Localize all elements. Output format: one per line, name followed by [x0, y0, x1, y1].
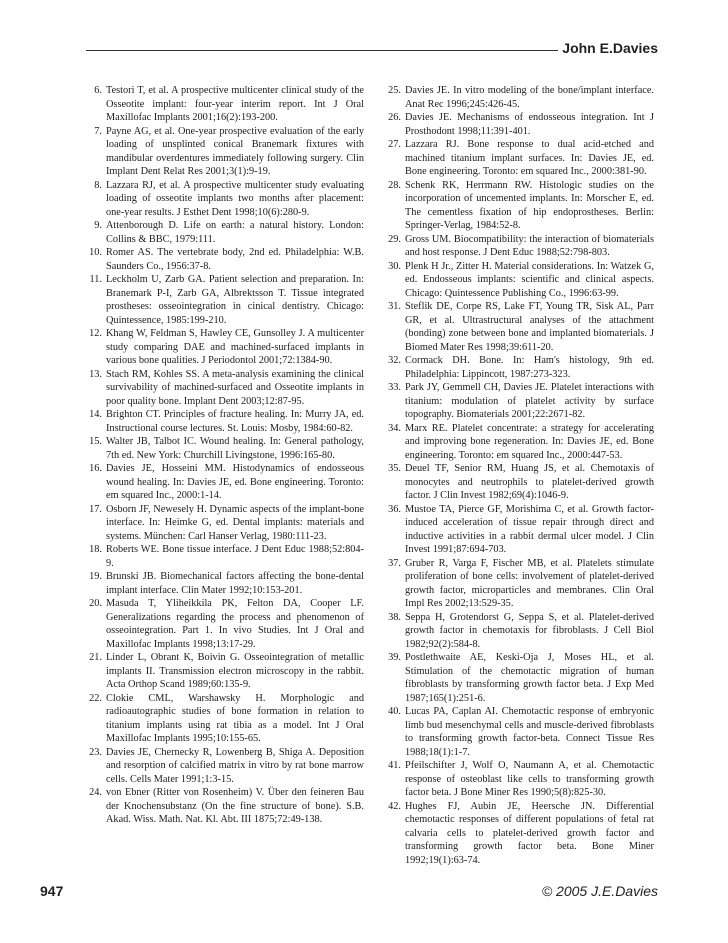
reference-text: Clokie CML, Warshawsky H. Morphologic and radioautographic studies of bone formation in relation to titanium implants using rat tibia as a model. Int J Oral Maxillofac Implants 1995;10:155-65.	[106, 692, 364, 744]
reference-text: Davies JE, Hosseini MM. Histodynamics of endosseous wound healing. In: Davies JE, ed. Bone engineering. Toronto: em squared Inc., 2000:1-14.	[106, 463, 364, 501]
references-left-column	[80, 84, 364, 827]
reference-item	[80, 597, 364, 651]
reference-number: 19.	[89, 571, 102, 582]
reference-number: 17.	[89, 503, 102, 515]
reference-number: 22.	[89, 692, 102, 704]
reference-text: Plenk H Jr., Zitter H. Material considerations. In: Watzek G, ed. Endosseous implants: scientific and clinical aspects. Chicago: Quintessence Publishing Co., 1996:63-99.	[405, 260, 654, 299]
reference-number: 24.	[89, 787, 102, 798]
reference-item	[80, 462, 364, 503]
reference-item	[80, 327, 364, 368]
reference-item	[80, 692, 364, 746]
reference-text: Brunski JB. Biomechanical factors affecting the bone-dental implant interface. Clin Mater 1992;10:153-201.	[106, 571, 364, 596]
page-number: 947	[40, 883, 64, 899]
reference-text: Leckholm U, Zarb GA. Patient selection and preparation. In: Branemark P-I, Zarb GA, Albrektsson T. Tissue integrated prostheses: osseointegration in cinical dentistry. Chicago: Quintessence, 1985:199-210.	[106, 274, 364, 326]
reference-item	[80, 503, 364, 544]
reference-number: 38.	[388, 611, 401, 623]
reference-number: 40.	[388, 706, 401, 717]
reference-item	[379, 111, 654, 138]
reference-item	[80, 246, 364, 273]
reference-item	[80, 570, 364, 597]
reference-text: Stach RM, Kohles SS. A meta-analysis examining the clinical survivability of machined-surfaced and Osseotite implants in poor quality bone. Implant Dent 2003;12:87-95.	[106, 368, 364, 407]
reference-text: Steflik DE, Corpe RS, Lake FT, Young TR, Sisk AL, Parr GR, et al. Ultrastructural analyses of the attachment (bonding) zone between bone and implanted biomaterials. J Biomed Mater Res 1998;39:611-20.	[405, 301, 654, 353]
reference-text: von Ebner (Ritter von Rosenheim) V. Über den feineren Bau der Knochensubstanz (On the fine structure of bone). S.B. Akad. Wiss. Math. Nat. Kl. Abt. III 1875;72:49-138.	[106, 787, 364, 825]
reference-number: 16.	[89, 463, 102, 474]
reference-item	[379, 651, 654, 705]
reference-number: 14.	[89, 409, 102, 420]
reference-text: Gross UM. Biocompatibility: the interaction of biomaterials and host response. J Dent Educ 1988;52:798-803.	[405, 233, 654, 258]
reference-number: 32.	[388, 355, 401, 366]
reference-text: Seppa H, Grotendorst G, Seppa S, et al. Platelet-derived growth factor in chemotaxis for fibroblasts. J Cell Biol 1982;92(2):584-8.	[405, 611, 654, 650]
reference-text: Davies JE, Chernecky R, Lowenberg B, Shiga A. Deposition and resorption of calcified matrix in vitro by rat bone marrow cells. Cells Mater 1991;1:3-15.	[106, 746, 364, 785]
reference-number: 10.	[89, 247, 102, 258]
reference-number: 30.	[388, 260, 401, 272]
reference-text: Attenborough D. Life on earth: a natural history. London: Collins & BBC, 1979:111.	[106, 220, 364, 245]
reference-number: 34.	[388, 422, 401, 434]
reference-text: Cormack DH. Bone. In: Ham's histology, 9th ed. Philadelphia: Lippincott, 1987:273-323.	[405, 355, 654, 380]
reference-number: 29.	[388, 233, 401, 245]
reference-item	[80, 746, 364, 787]
reference-item	[80, 219, 364, 246]
reference-number: 7.	[94, 125, 102, 137]
reference-text: Deuel TF, Senior RM, Huang JS, et al. Chemotaxis of monocytes and neutrophils to platelet-derived growth factor. J Clin Invest 1982;69(4):1046-9.	[405, 463, 654, 501]
reference-number: 28.	[388, 179, 401, 191]
reference-text: Osborn JF, Newesely H. Dynamic aspects of the implant-bone interface. In: Heimke G, ed. Dental implants: materials and systems. München: Carl Hanser Verlag, 1980:111-23.	[106, 503, 364, 542]
reference-text: Roberts WE. Bone tissue interface. J Dent Educ 1988;52:804-9.	[106, 544, 364, 569]
header-rule	[86, 50, 558, 51]
reference-item	[379, 354, 654, 381]
reference-item	[379, 705, 654, 759]
reference-item	[379, 233, 654, 260]
reference-item	[80, 408, 364, 435]
reference-text: Hughes FJ, Aubin JE, Heersche JN. Differential chemotactic responses of different populations of fetal rat calvaria cells to platelet-derived growth factor and transforming growth factor beta. Bone Miner 1992;19(1):63-74.	[405, 800, 654, 866]
reference-text: Masuda T, Yliheikkila PK, Felton DA, Cooper LF. Generalizations regarding the process and phenomenon of osseointegration. Part 1. In vivo Studies. Int J Oral and Maxillofac Implants 1998;13:17-29.	[106, 598, 364, 650]
reference-number: 42.	[388, 800, 401, 812]
reference-text: Schenk RK, Herrmann RW. Histologic studies on the incorporation of uncemented implants. In: Morscher E, ed. The cementless fixation of hip endoprostheses. Berlin: Springer-Verlag, 1984:52-8.	[405, 179, 654, 231]
reference-item	[379, 800, 654, 868]
reference-item	[80, 651, 364, 692]
reference-text: Brighton CT. Principles of fracture healing. In: Murry JA, ed. Instructional course lectures. St. Louis: Mosby, 1984:60-82.	[106, 409, 364, 434]
reference-number: 23.	[89, 746, 102, 758]
reference-item	[379, 462, 654, 503]
reference-item	[379, 611, 654, 652]
reference-number: 39.	[388, 652, 401, 663]
reference-item	[80, 179, 364, 220]
reference-text: Davies JE. Mechanisms of endosseous integration. Int J Prosthodont 1998;11:391-401.	[405, 112, 654, 137]
reference-number: 18.	[89, 544, 102, 555]
reference-text: Lazzara RJ, et al. A prospective multicenter study evaluating loading of osseotite implants two months after placement: one-year results. J Esthet Dent 1998;10(6):280-9.	[106, 179, 364, 218]
reference-item	[379, 300, 654, 354]
reference-text: Lazzara RJ. Bone response to dual acid-etched and machined titanium implant surfaces. In: Davies JE, ed. Bone engineering. Toronto: em squared Inc., 2000:381-90.	[405, 139, 654, 177]
reference-item	[379, 759, 654, 800]
reference-number: 36.	[388, 503, 401, 515]
reference-number: 20.	[89, 598, 102, 609]
reference-number: 13.	[89, 368, 102, 380]
reference-number: 27.	[388, 139, 401, 150]
reference-item	[80, 273, 364, 327]
reference-item	[80, 543, 364, 570]
reference-number: 35.	[388, 463, 401, 474]
reference-item	[379, 138, 654, 179]
reference-item	[379, 381, 654, 422]
running-header-author: John E.Davies	[562, 40, 658, 56]
reference-number: 37.	[388, 557, 401, 569]
reference-number: 25.	[388, 85, 401, 96]
reference-item	[379, 422, 654, 463]
copyright-notice: © 2005 J.E.Davies	[541, 883, 658, 899]
reference-number: 21.	[89, 652, 102, 663]
reference-item	[379, 84, 654, 111]
reference-number: 31.	[388, 301, 401, 312]
reference-text: Pfeilschifter J, Wolf O, Naumann A, et al. Chemotactic response of osteoblast like cells to transforming growth factor beta. J Bone Miner Res 1990;5(8):825-30.	[405, 760, 654, 798]
reference-item	[379, 260, 654, 301]
reference-text: Linder L, Obrant K, Boivin G. Osseointegration of metallic implants II. Transmission electron microscopy in the rabbit. Acta Orthop Scand 1989;60:135-9.	[106, 652, 364, 690]
reference-number: 11.	[89, 274, 102, 285]
reference-number: 6.	[94, 85, 102, 96]
reference-text: Mustoe TA, Pierce GF, Morishima C, et al. Growth factor-induced acceleration of tissue repair through direct and inductive activities in a rabbit dermal ulcer model. J Clin Invest 1991;87:694-703.	[405, 503, 654, 555]
reference-number: 26.	[388, 112, 401, 123]
reference-item	[80, 368, 364, 409]
reference-item	[80, 84, 364, 125]
reference-text: Park JY, Gemmell CH, Davies JE. Platelet interactions with titanium: modulation of platelet activity by surface topography. Biomaterials 2001;22:2671-82.	[405, 382, 654, 420]
reference-item	[80, 125, 364, 179]
reference-item	[379, 179, 654, 233]
reference-text: Testori T, et al. A prospective multicenter clinical study of the Osseotite implant: four-year interim report. Int J Oral Maxillofac Implants 2001;16(2):193-200.	[106, 85, 364, 123]
reference-text: Walter JB, Talbot IC. Wound healing. In: General pathology, 7th ed. New York: Churchill Livingstone, 1996:165-80.	[106, 436, 364, 461]
reference-text: Romer AS. The vertebrate body, 2nd ed. Philadelphia: W.B. Saunders Co., 1956:37-8.	[106, 247, 364, 272]
reference-number: 41.	[388, 760, 401, 771]
references-right-column	[379, 84, 654, 867]
reference-number: 8.	[94, 179, 102, 191]
reference-item	[80, 786, 364, 827]
reference-text: Marx RE. Platelet concentrate: a strategy for accelerating and improving bone regeneration. In: Davies JE, ed. Bone engineering. Toronto: em squared Inc., 2000:447-53.	[405, 422, 654, 461]
reference-text: Gruber R, Varga F, Fischer MB, et al. Platelets stimulate proliferation of bone cells: involvement of platelet-derived growth factor, microparticles and membranes. Clin Oral Impl Res 2002;13:529-35.	[405, 557, 654, 609]
reference-text: Payne AG, et al. One-year prospective evaluation of the early loading of unsplinted conical Branemark fixtures with mandibular overdentures immediately following surgery. Clin Implant Dent Relat Res 2001;3(1):9-19.	[106, 125, 364, 177]
reference-text: Lucas PA, Caplan AI. Chemotactic response of embryonic limb bud mesenchymal cells and muscle-derived fibroblasts to transforming growth factor-beta. Connect Tissue Res 1988;18(1):1-7.	[405, 706, 654, 758]
reference-text: Khang W, Feldman S, Hawley CE, Gunsolley J. A multicenter study comparing DAE and machined-surfaced implants in various bone qualities. J Periodontol 2001;72:1384-90.	[106, 328, 364, 366]
reference-item	[379, 557, 654, 611]
reference-number: 12.	[89, 328, 102, 339]
reference-number: 33.	[388, 382, 401, 393]
reference-number: 9.	[94, 220, 102, 231]
reference-item	[80, 435, 364, 462]
reference-item	[379, 503, 654, 557]
reference-text: Davies JE. In vitro modeling of the bone/implant interface. Anat Rec 1996;245:426-45.	[405, 85, 654, 110]
reference-number: 15.	[89, 436, 102, 447]
reference-text: Postlethwaite AE, Keski-Oja J, Moses HL, et al. Stimulation of the chemotactic migration of human fibroblasts by transforming growth factor beta. J Exp Med 1987;165(1):251-6.	[405, 652, 654, 704]
